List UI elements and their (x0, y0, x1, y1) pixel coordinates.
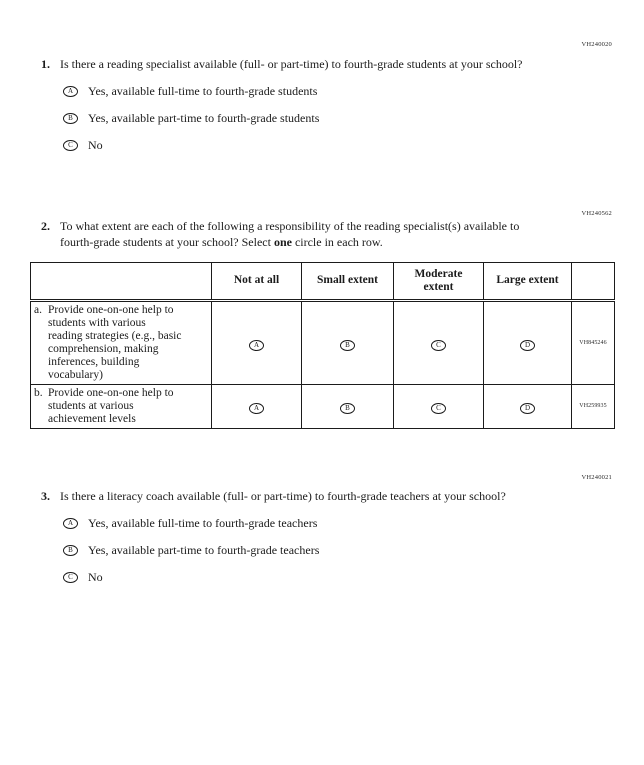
option-label: No (88, 137, 103, 152)
option-label: Yes, available full-time to fourth-grade teachers (88, 515, 318, 530)
option-row (63, 570, 601, 585)
bubble-cell-moderate-extent (394, 300, 484, 384)
question-3 (41, 489, 601, 597)
bubble-cell-not-at-all (212, 384, 302, 428)
header-stub-empty (31, 263, 212, 301)
header-moderate-extent: Moderate extent (394, 263, 484, 301)
answer-bubble[interactable]: B (340, 340, 355, 351)
option-row (63, 543, 601, 558)
table-header-row (31, 263, 615, 301)
answer-bubble[interactable]: A (63, 86, 78, 97)
question-3-number: 3. (41, 489, 50, 503)
question-3-text: Is there a literacy coach available (full- or part-time) to fourth-grade teachers at your school? (60, 489, 506, 503)
option-label: Yes, available part-time to fourth-grade teachers (88, 542, 320, 557)
answer-bubble[interactable]: B (63, 545, 78, 556)
answer-bubble[interactable]: C (431, 340, 446, 351)
row-b-letter: b. (34, 386, 43, 399)
question-3-options (63, 516, 601, 585)
row-b-code: VH259935 (572, 384, 615, 428)
row-a-letter: a. (34, 303, 42, 316)
answer-bubble[interactable]: D (520, 340, 535, 351)
table-row-a (31, 300, 615, 384)
answer-bubble[interactable]: D (520, 403, 535, 414)
bubble-cell-moderate-extent (394, 384, 484, 428)
row-a-text: Provide one-on-one help to students with various reading strategies (e.g., basic comprehension, making inferences, building vocabulary) (48, 303, 182, 381)
bold-word: one (273, 234, 292, 249)
option-row (63, 84, 601, 99)
answer-bubble[interactable]: C (431, 403, 446, 414)
question-2-number: 2. (41, 219, 50, 233)
table-row-b (31, 384, 615, 428)
answer-bubble[interactable]: B (63, 113, 78, 124)
answer-bubble[interactable]: A (63, 518, 78, 529)
responsibility-table-wrap (30, 262, 615, 429)
header-not-at-all: Not at all (212, 263, 302, 301)
answer-bubble[interactable]: B (340, 403, 355, 414)
option-row (63, 516, 601, 531)
header-small-extent: Small extent (302, 263, 394, 301)
bubble-cell-not-at-all (212, 300, 302, 384)
question-2-code: VH240562 (581, 210, 612, 217)
question-1-text: Is there a reading specialist available (full- or part-time) to fourth-grade students at your school? (60, 57, 523, 71)
question-2 (41, 219, 601, 251)
option-label: Yes, available full-time to fourth-grade students (88, 83, 318, 98)
answer-bubble[interactable]: C (63, 572, 78, 583)
header-code-empty (572, 263, 615, 301)
bubble-cell-small-extent (302, 384, 394, 428)
row-b-label-cell (31, 384, 212, 428)
bubble-cell-large-extent (484, 384, 572, 428)
question-1-code: VH240020 (581, 41, 612, 48)
row-a-label-cell (31, 300, 212, 384)
question-1-number: 1. (41, 57, 50, 71)
bubble-cell-small-extent (302, 300, 394, 384)
bubble-cell-large-extent (484, 300, 572, 384)
question-1 (41, 57, 601, 165)
header-large-extent: Large extent (484, 263, 572, 301)
question-3-code: VH240021 (581, 474, 612, 481)
option-label: No (88, 569, 103, 584)
question-2-text: To what extent are each of the following a responsibility of the reading specialist(s) available to fourth-grade students at your school? Select one circle in each row. (60, 219, 520, 249)
question-1-options (63, 84, 601, 153)
row-b-text: Provide one-on-one help to students at various achievement levels (48, 386, 174, 425)
option-row (63, 138, 601, 153)
option-row (63, 111, 601, 126)
row-a-code: VH845246 (572, 300, 615, 384)
option-label: Yes, available part-time to fourth-grade students (88, 110, 320, 125)
responsibility-table (30, 262, 615, 429)
answer-bubble[interactable]: A (249, 403, 264, 414)
answer-bubble[interactable]: C (63, 140, 78, 151)
answer-bubble[interactable]: A (249, 340, 264, 351)
